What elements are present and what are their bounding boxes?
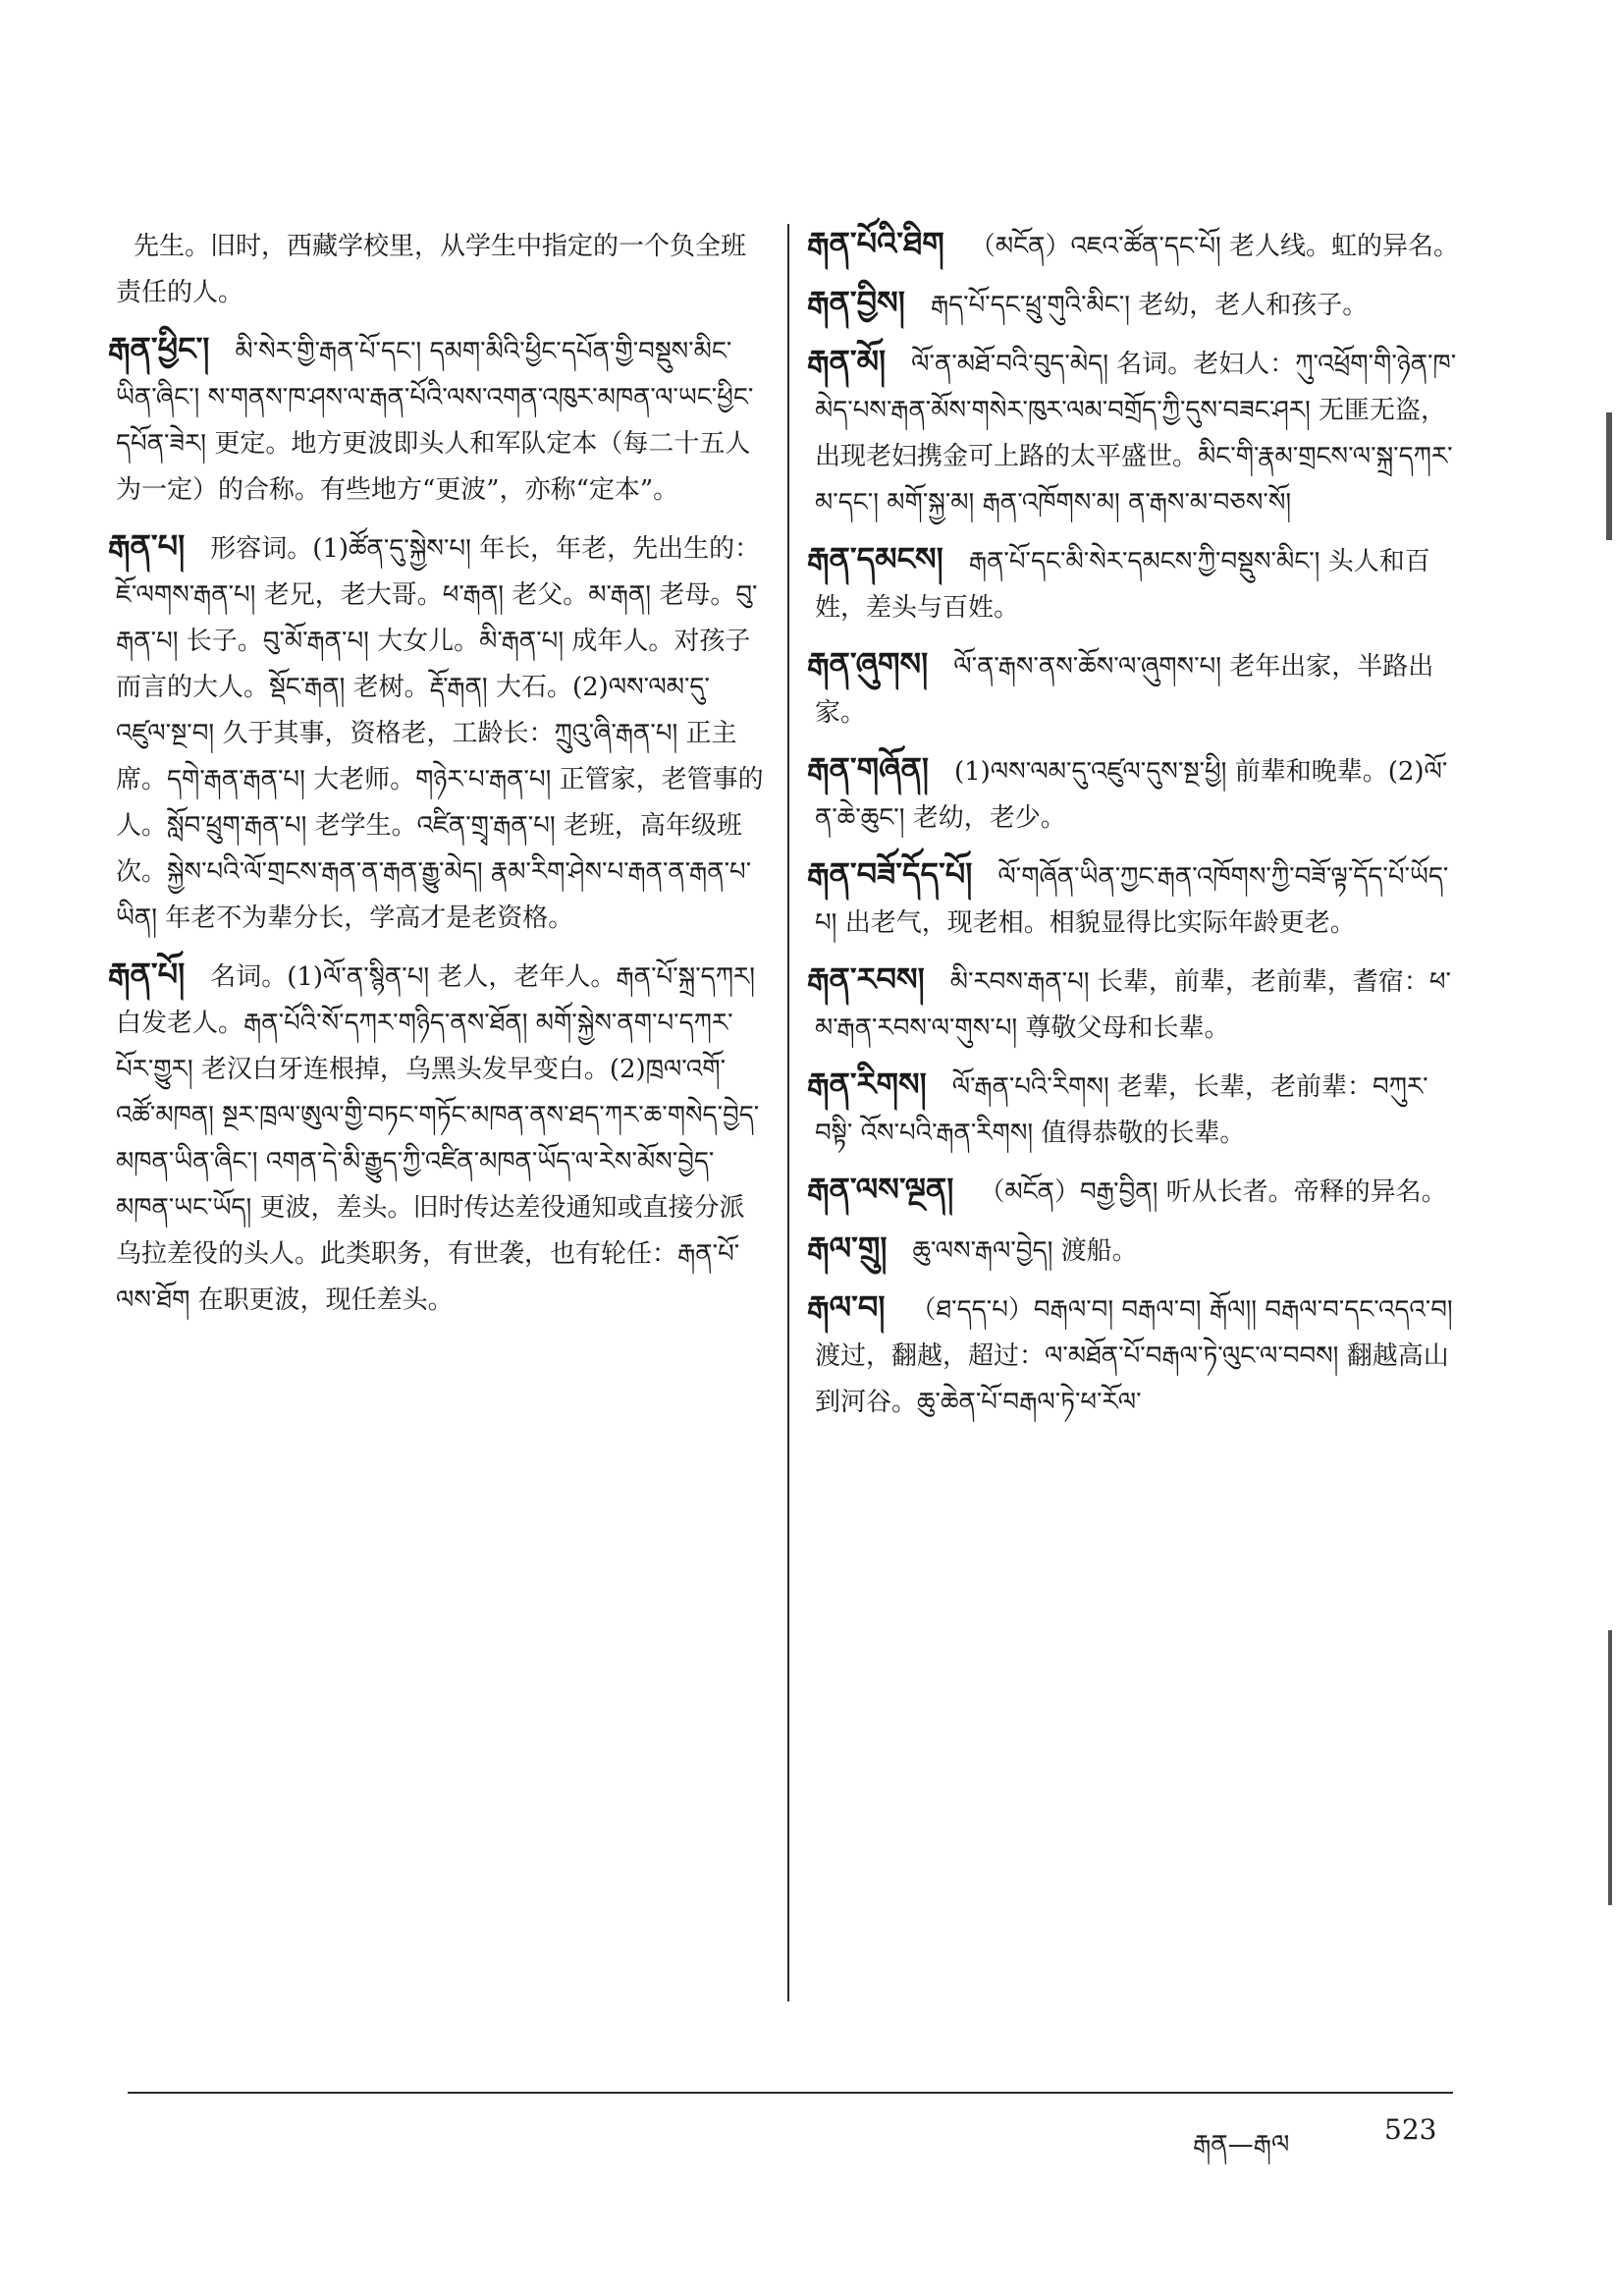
entry-definition: 形容词。(1)ཚོན་དུ་སྐྱེས་པ། 年长，年老，先出生的：ཇོ་ལགས་རྒན་པ། 老兄，老大哥。ཕ་རྒན། 老父。མ་རྒན། 老母。བུ་རྒན་པ། 长子。བུ་མོ་རྒན་པ། 大女儿。མི་རྒན་པ། 成年人。对孩子而言的大人。སྡོང་རྒན། 老树。རྡོ་རྒན། 大石。(2)ལས་ལམ་དུ་འཛུལ་སྔ་བ། 久于其事，资格老，工龄长：ཀྲུའུ་ཞི་རྒན་པ། 正主席。དགེ་རྒན་རྒན་པ། 大老师。གཉེར་པ་རྒན་པ། 正管家，老管事的人。སློབ་ཕྲུག་རྒན་པ། 老学生。འཛིན་གྲྭ་རྒན་པ། 老班，高年级班次。སྐྱེས་པའི་ལོ་གྲངས་རྒན་ན་རྒན་རྒྱུ་མེད། རྣམ་རིག་ཤེས་པ་རྒན་ན་རྒན་པ་ཡིན། 年老不为辈分长，学高才是老资格。 bbox=[116, 534, 764, 933]
dictionary-entry bbox=[807, 536, 1463, 631]
entry-headword: རྒན་ཕྱིང་། bbox=[108, 330, 210, 367]
entry-headword: རྒན་མོ། bbox=[807, 343, 887, 380]
entry-definition: མི་རབས་རྒན་པ། 长辈，前辈，老前辈，耆宿：ཕ་མ་རྒན་རབས་ལ་གུས་པ། 尊敬父母和长辈。 bbox=[815, 967, 1451, 1043]
dictionary-entry bbox=[807, 1167, 1463, 1216]
entry-headword: རྒན་ལས་ལྔན། bbox=[807, 1171, 954, 1208]
entry-definition: ལོ་ན་མཐོ་བའི་བུད་མེད། 名词。老妇人：ཀུ་འཕྲོག་གི་ཉེན་ཁ་མེད་པས་རྒན་མོས་གསེར་ཁུར་ལམ་བགྲོད་ཀྱི་དུས་བཟང་ཤར། 无匪无盗，出现老妇携金可上路的太平盛世。མིང་གི་རྣམ་གྲངས་ལ་སྐྲ་དཀར་མ་དང་། མགོ་སྐྱ་མ། རྒན་འཁོགས་མ། ན་རྒས་མ་བཅས་སོ། bbox=[815, 350, 1457, 518]
entry-definition: རྒད་པོ་དང་ཕྲུ་གུའི་མིང་། 老幼，老人和孩子。 bbox=[930, 291, 1369, 320]
dictionary-entry bbox=[807, 1062, 1463, 1157]
dictionary-entry bbox=[807, 641, 1463, 737]
entry-definition: མི་སེར་གྱི་རྒན་པོ་དང་། དམག་མིའི་ཕྱིང་དཔོན་གྱི་བསྡུས་མིང་ཡིན་ཞིང་། ས་གནས་ཁ་ཤས་ལ་རྒན་པོའི་ལས་འགན་འཁུར་མཁན་ལ་ཡང་ཕྱིང་དཔོན་ཟེར། 更定。地方更波即头人和军队定本（每二十五人为一定）的合称。有些地方“更波”，亦称“定本”。 bbox=[116, 337, 754, 505]
dictionary-entry bbox=[108, 523, 764, 942]
dictionary-entry bbox=[807, 339, 1463, 526]
entry-headword: རྒན་རིགས། bbox=[807, 1066, 927, 1103]
footer-rule bbox=[128, 2092, 1453, 2094]
dictionary-entry bbox=[807, 280, 1463, 329]
entry-headword: རྒན་པ། bbox=[108, 527, 186, 565]
entry-definition: （ཐ་དད་པ）བརྒལ་བ། བརྒལ་བ། རྒོལ།། བརྒལ་བ་དང་འདའ་བ། 渡过，翻越，超过：ལ་མཐོན་པོ་བརྒལ་ཏེ་ལུང་ལ་བབས། 翻越高山到河谷。ཆུ་ཆེན་པོ་བརྒལ་ཏེ་ཕ་རོལ་ bbox=[815, 1295, 1453, 1417]
scan-edge-mark bbox=[1606, 412, 1612, 540]
entry-headword: རྒན་དམངས། bbox=[807, 540, 943, 577]
left-column bbox=[108, 221, 764, 1334]
entry-definition: (1)ལས་ལམ་དུ་འཛུལ་དུས་སྔ་ཕྱི། 前辈和晚辈。(2)ལོ་ན་ཆེ་ཆུང་། 老幼，老少。 bbox=[815, 757, 1448, 833]
dictionary-entry bbox=[116, 221, 764, 316]
entry-definition: （མངོན）བརྒྱ་བྱིན། 听从长者。帝释的异名。 bbox=[979, 1177, 1447, 1207]
entry-headword: རྒན་བྱིས། bbox=[807, 284, 905, 321]
dictionary-entry bbox=[807, 957, 1463, 1052]
entry-headword: རྒན་གཞོན། bbox=[807, 750, 929, 788]
entry-headword: རྒན་པོ། bbox=[108, 956, 186, 993]
scan-edge-mark bbox=[1608, 1630, 1612, 1905]
entry-headword: རྒན་པོའི་ཐིག bbox=[807, 225, 944, 262]
entry-definition: ལོ་གཞོན་ཡིན་ཀྱང་རྒན་འཁོགས་ཀྱི་བཟོ་ལྟ་དོད་པོ་ཡོད་པ། 出老气，现老相。相貌显得比实际年龄更老。 bbox=[815, 862, 1449, 938]
entry-headword: རྒན་ཞུགས། bbox=[807, 645, 929, 683]
entry-definition: ཆུ་ལས་རྒལ་བྱེད། 渡船。 bbox=[912, 1236, 1138, 1266]
running-head: རྒན—རྒལ bbox=[1193, 2130, 1290, 2159]
right-column bbox=[807, 221, 1463, 1436]
entry-definition: ལོ་ན་རྒས་ནས་ཆོས་ལ་ཞུགས་པ། 老年出家，半路出家。 bbox=[815, 652, 1434, 728]
dictionary-entry bbox=[108, 326, 764, 514]
entry-headword: རྒན་རབས། bbox=[807, 960, 925, 998]
dictionary-entry bbox=[807, 746, 1463, 842]
entry-definition: （མངོན）འཇའ་ཚོན་དང་པོ། 老人线。虹的异名。 bbox=[969, 232, 1460, 261]
dictionary-entry bbox=[807, 1285, 1463, 1426]
entry-definition: 先生。旧时，西藏学校里，从学生中指定的一个负全班责任的人。 bbox=[116, 232, 747, 307]
entry-definition: 名词。(1)ལོ་ན་སྙིན་པ། 老人，老年人。རྒན་པོ་སྐྲ་དཀར། 白发老人。རྒན་པོའི་སོ་དཀར་གཉིད་ནས་ཐོན། མགོ་སྐྱེས་ནག་པ་དཀར་པོར་གྱུར། 老汉白牙连根掉，乌黑头发早变白。(2)ཁྲལ་འགོ་འཚོ་མཁན། སྔར་ཁྲལ་ཨུལ་གྱི་བཏང་གཏོང་མཁན་ནས་ཐད་ཀར་ཆ་གསེད་བྱེད་མཁན་ཡིན་ཞིང་། འགན་དེ་མི་རྒྱུད་ཀྱི་འཛིན་མཁན་ཡོད་ལ་རེས་མོས་བྱེད་མཁན་ཡང་ཡོད། 更波，差头。旧时传达差役通知或直接分派乌拉差役的头人。此类职务，有世袭，也有轮任：རྒན་པོ་ལས་ཐོག 在职更波，现任差头。 bbox=[116, 962, 760, 1315]
dictionary-entry bbox=[807, 221, 1463, 270]
entry-headword: རྒལ་གྲུ། bbox=[807, 1230, 888, 1267]
dictionary-entry bbox=[807, 851, 1463, 947]
entry-headword: རྒལ་བ། bbox=[807, 1288, 886, 1326]
entry-definition: ལོ་རྒན་པའི་རིགས། 老辈，长辈，老前辈：བཀུར་བསྟི་ འོས་པའི་རྒན་རིགས། 值得恭敬的长辈。 bbox=[815, 1072, 1428, 1148]
dictionary-entry bbox=[807, 1226, 1463, 1275]
entry-headword: རྒན་བཟོ་དོད་པོ། bbox=[807, 855, 973, 893]
page-number: 523 bbox=[1384, 2113, 1437, 2146]
column-divider bbox=[787, 224, 789, 2001]
entry-definition: རྒན་པོ་དང་མི་སེར་དམངས་ཀྱི་བསྡུས་མིང་། 头人和百姓，差头与百姓。 bbox=[815, 547, 1430, 623]
dictionary-entry bbox=[108, 952, 764, 1324]
